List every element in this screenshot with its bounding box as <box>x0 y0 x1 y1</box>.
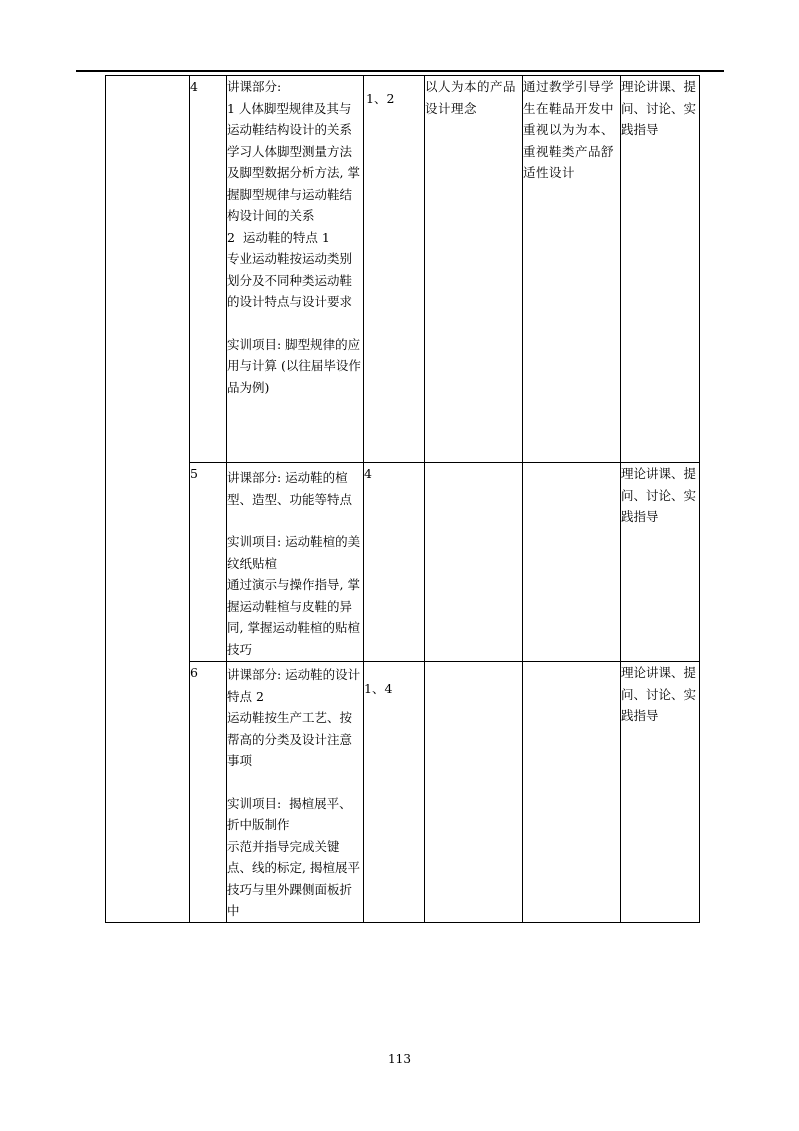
unit-number: 4 <box>190 76 227 463</box>
teaching-content <box>227 662 364 923</box>
integration-method <box>523 463 621 662</box>
teaching-form: 理论讲课、提问、讨论、实践指导 <box>621 463 700 662</box>
page-number: 113 <box>388 1052 411 1066</box>
lecture-text: 讲课部分: 1 人体脚型规律及其与运动鞋结构设计的关系 学习人体脚型测量方法及脚型数据分析方法, 掌握脚型规律与运动鞋结构设计间的关系 2 运动鞋的特点 1 专业运动鞋按运动类别划分及不同种类运动鞋的设计特点与设计要求 <box>227 79 360 309</box>
integration-method: 通过教学引导学生在鞋品开发中重视以为为本、重视鞋类产品舒适性设计 <box>523 76 621 463</box>
integration-method <box>523 662 621 923</box>
lecture-text: 讲课部分: 运动鞋的楦型、造型、功能等特点 <box>227 470 353 507</box>
teaching-form: 理论讲课、提问、讨论、实践指导 <box>621 76 700 463</box>
lecture-text: 讲课部分: 运动鞋的设计特点 2 运动鞋按生产工艺、按帮高的分类及设计注意事项 <box>227 667 361 768</box>
practice-text: 实训项目: 脚型规律的应用与计算 (以往届毕设作品为例) <box>227 336 361 395</box>
practice-text: 实训项目: 揭楦展平、折中版制作 示范并指导完成关键点、线的标定, 揭楦展平技巧与里外踝侧面板折中 <box>227 795 360 918</box>
course-schedule-table <box>105 75 700 923</box>
ideology-element <box>425 463 523 662</box>
table-row <box>106 76 700 463</box>
teaching-form: 理论讲课、提问、讨论、实践指导 <box>621 662 700 923</box>
unit-number: 5 <box>190 463 227 662</box>
table-row <box>106 662 700 923</box>
table-row <box>106 463 700 662</box>
teaching-content <box>227 463 364 662</box>
objective-ref: 4 <box>364 463 425 662</box>
teaching-content <box>227 76 364 463</box>
merged-blank-cell <box>106 76 190 923</box>
ideology-element: 以人为本的产品设计理念 <box>425 76 523 463</box>
unit-number: 6 <box>190 662 227 923</box>
ideology-element <box>425 662 523 923</box>
objective-ref: 1、4 <box>364 662 425 923</box>
practice-text: 实训项目: 运动鞋楦的美纹纸贴楦 通过演示与操作指导, 掌握运动鞋楦与皮鞋的异同, 掌握运动鞋楦的贴楦技巧 <box>227 534 361 657</box>
header-rule <box>76 70 724 72</box>
objective-ref: 1、2 <box>364 76 425 463</box>
